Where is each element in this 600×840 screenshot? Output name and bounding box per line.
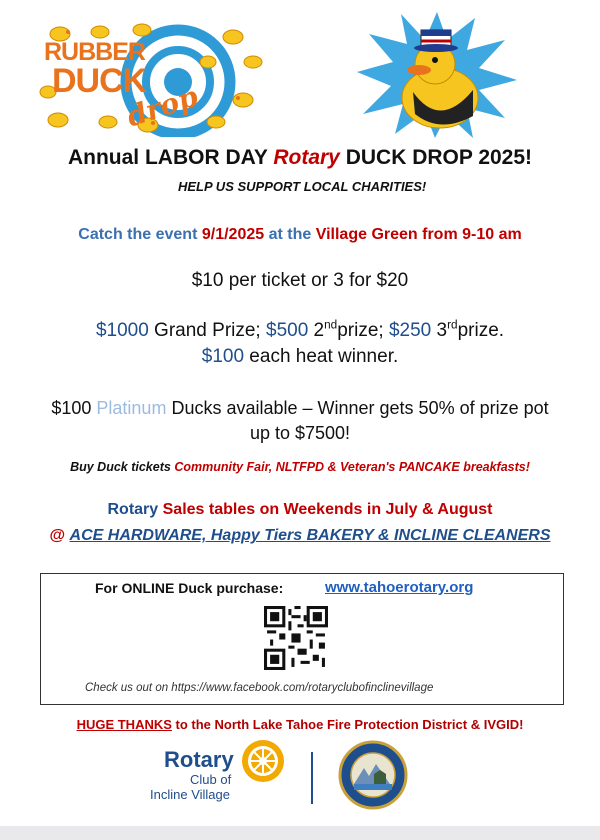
buy-places: Community Fair, NLTFPD & Veteran's PANCAKE breakfasts!	[174, 460, 530, 474]
starburst-duck-graphic	[355, 10, 520, 140]
sales-rotary: Rotary	[107, 501, 159, 518]
fire-district-seal	[338, 740, 408, 810]
rubber-duck-drop-logo	[38, 22, 268, 137]
thanks-line	[0, 717, 600, 732]
logo-divider	[311, 752, 313, 804]
qr-code-icon	[264, 606, 328, 670]
sales-at: @	[49, 527, 70, 544]
rotary-wordmark: Rotary	[164, 747, 234, 772]
platinum-prefix: $100	[51, 398, 97, 418]
sales-line	[0, 501, 600, 519]
prize-line-2	[0, 346, 600, 368]
bottom-strip	[0, 826, 600, 840]
second-prize-amount: $500	[266, 320, 309, 341]
heat-prize-amount: $100	[201, 346, 245, 367]
second-prize-text: 2	[308, 320, 325, 341]
sales-stores: ACE HARDWARE, Happy Tiers BAKERY & INCLINE CLEANERS	[69, 527, 551, 544]
rotary-wheel-icon	[240, 738, 286, 784]
third-prize-sup: rd	[447, 318, 458, 332]
facebook-line[interactable]: Check us out on https://www.facebook.com/rotaryclubofinclinevillage	[85, 682, 434, 694]
logo-word-duck: DUCK	[52, 62, 147, 100]
heat-prize-text: each heat winner.	[244, 346, 399, 367]
third-prize-text: 3	[431, 320, 448, 341]
title-suffix: DUCK DROP 2025!	[339, 146, 533, 169]
sales-text: Sales tables on Weekends in July & August	[158, 501, 493, 518]
third-prize-tail: prize.	[457, 320, 505, 341]
event-title	[0, 146, 600, 170]
rotary-incline-village: Incline Village	[150, 787, 230, 802]
subtitle: HELP US SUPPORT LOCAL CHARITIES!	[178, 179, 427, 194]
fire-district-seal-icon	[338, 740, 408, 810]
prize-line-1	[0, 320, 600, 342]
thanks-lead: HUGE THANKS	[76, 717, 172, 732]
third-prize-amount: $250	[388, 320, 432, 341]
title-prefix: Annual LABOR DAY	[67, 146, 274, 169]
rotary-club-of: Club of	[190, 772, 232, 787]
buy-tickets-line	[0, 460, 600, 474]
event-place: Village Green from 9-10 am	[315, 226, 522, 243]
ticket-price: $10 per ticket or 3 for $20	[191, 270, 409, 291]
sales-stores-line	[0, 527, 600, 545]
second-prize-sup: nd	[324, 318, 338, 332]
event-date: 9/1/2025	[201, 226, 265, 243]
online-url-link[interactable]: www.tahoerotary.org	[325, 579, 474, 596]
event-details	[0, 226, 600, 244]
second-prize-tail: prize;	[337, 320, 389, 341]
buy-prefix: Buy Duck tickets	[70, 460, 175, 474]
rotary-wheel-logo	[240, 738, 286, 784]
uncle-sam-duck-image	[355, 10, 520, 140]
event-mid: at the	[264, 226, 316, 243]
platinum-line-2: up to $7500!	[249, 423, 351, 443]
thanks-text: to the North Lake Tahoe Fire Protection District & IVGID!	[171, 717, 524, 732]
logo-word-rubber: RUBBER	[44, 38, 145, 66]
logo-word-drop: drop	[122, 79, 202, 134]
grand-prize-amount: $1000	[95, 320, 149, 341]
event-prefix: Catch the event	[78, 226, 202, 243]
platinum-word: Platinum	[96, 398, 167, 418]
grand-prize-text: Grand Prize;	[148, 320, 266, 341]
online-label: For ONLINE Duck purchase:	[95, 580, 284, 596]
title-rotary: Rotary	[273, 146, 340, 169]
platinum-line-1	[0, 398, 600, 419]
platinum-text: Ducks available – Winner gets 50% of prize pot	[166, 398, 549, 418]
qr-code[interactable]	[264, 606, 328, 670]
